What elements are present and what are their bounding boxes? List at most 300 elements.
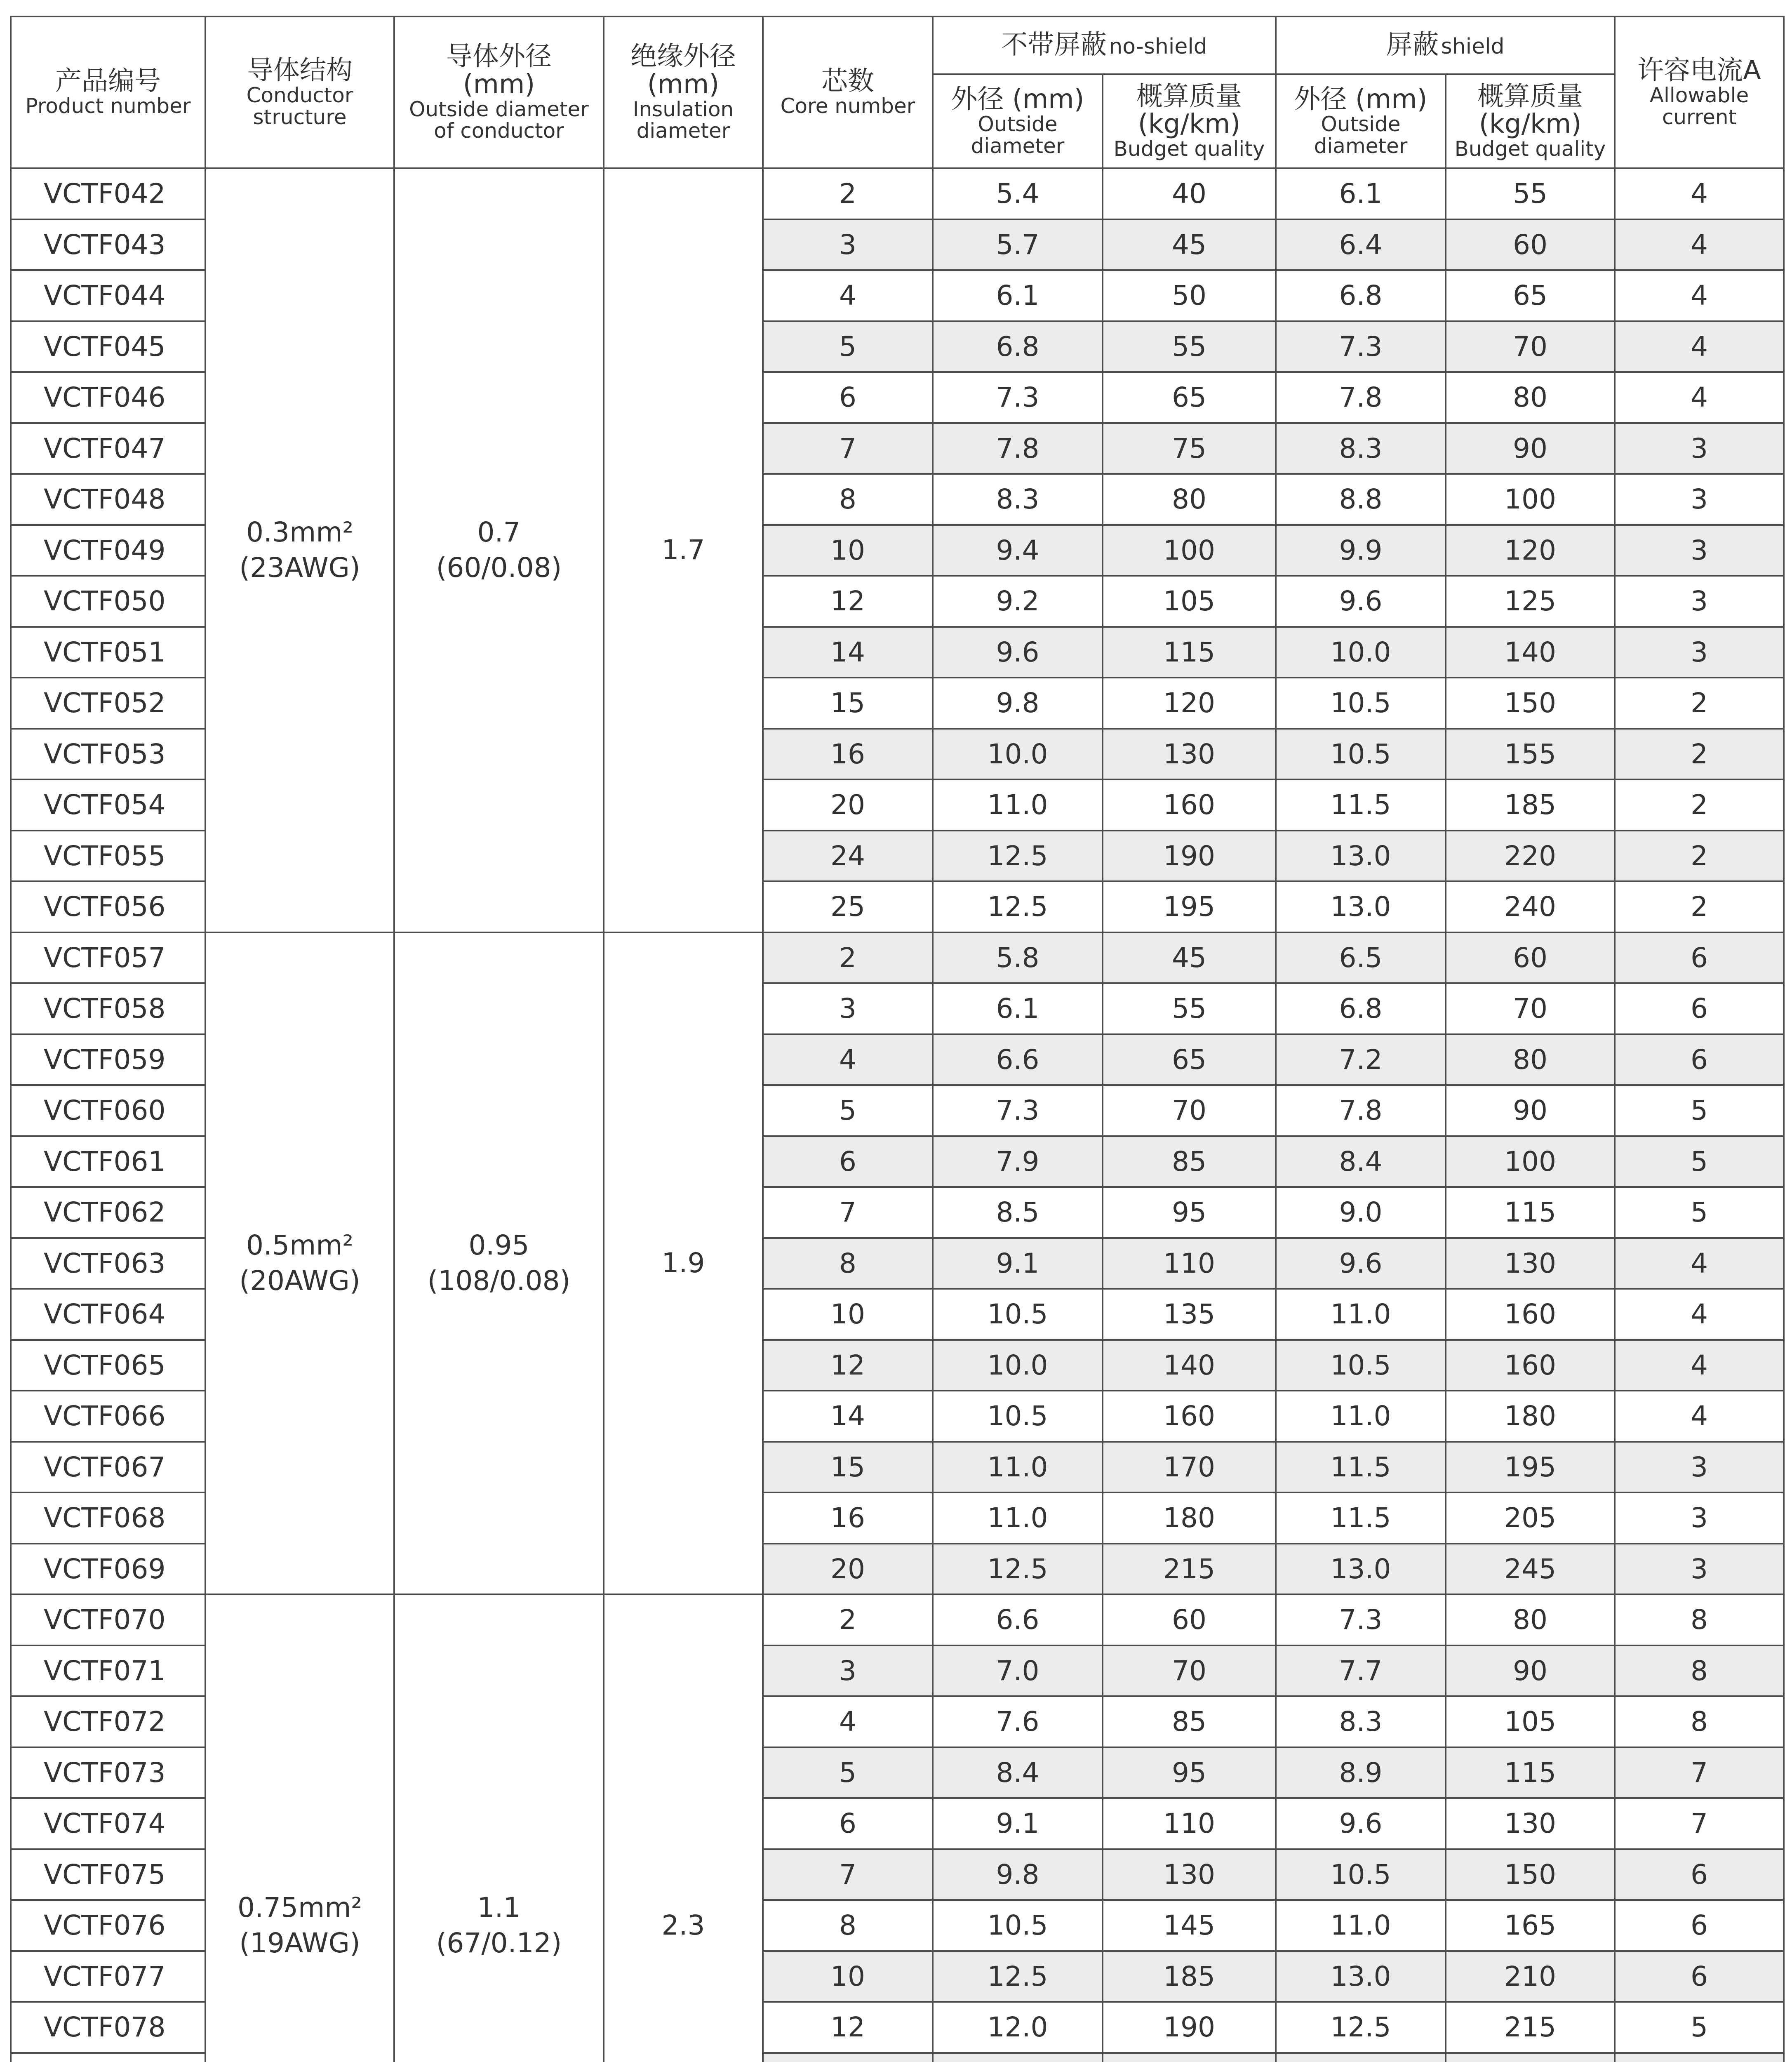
insulation-diameter-cell: 1.7 [604,168,763,932]
table-header [11,16,1784,168]
allowable-current-cell: 6 [1615,1034,1784,1085]
product-number-cell: VCTF051 [11,627,205,678]
allowable-current-cell: 7 [1615,1747,1784,1798]
table-row [11,1594,1784,1645]
no-shield-diameter-cell: 6.6 [933,1034,1103,1085]
core-number-cell: 10 [763,1951,933,2002]
core-number-cell: 3 [763,1645,933,1697]
no-shield-mass-cell: 65 [1103,372,1276,423]
conductor-structure-cell [205,932,394,1595]
header-shield-budget-quality: 概算质量 (kg/km) Budget quality [1446,74,1615,168]
no-shield-mass-cell: 135 [1103,1289,1276,1340]
core-number-cell: 7 [763,1187,933,1238]
no-shield-mass-cell: 45 [1103,932,1276,984]
no-shield-diameter-cell: 9.1 [933,1798,1103,1849]
shield-diameter-cell: 11.0 [1276,1391,1446,1442]
no-shield-diameter-cell: 8.5 [933,1187,1103,1238]
product-number-cell: VCTF047 [11,423,205,474]
core-number-cell: 8 [763,1900,933,1951]
conductor-outside-diameter-cell [394,1594,604,2062]
product-number-cell: VCTF054 [11,779,205,831]
shield-diameter-cell: 6.1 [1276,168,1446,219]
no-shield-diameter-cell: 5.4 [933,168,1103,219]
shield-mass-cell: 90 [1446,1085,1615,1136]
product-number-cell: VCTF049 [11,525,205,576]
no-shield-mass-cell: 110 [1103,1798,1276,1849]
shield-diameter-cell: 6.4 [1276,219,1446,271]
no-shield-diameter-cell: 10.0 [933,1340,1103,1391]
product-number-cell: VCTF064 [11,1289,205,1340]
shield-mass-cell: 130 [1446,1238,1615,1289]
shield-diameter-cell: 7.2 [1276,1034,1446,1085]
shield-mass-cell: 215 [1446,2002,1615,2053]
allowable-current-cell: 8 [1615,1696,1784,1747]
allowable-current-cell: 3 [1615,576,1784,627]
no-shield-diameter-cell: 6.8 [933,321,1103,372]
allowable-current-cell: 4 [1615,321,1784,372]
no-shield-mass-cell: 160 [1103,1391,1276,1442]
no-shield-mass-cell: 185 [1103,1951,1276,2002]
no-shield-diameter-cell: 7.8 [933,423,1103,474]
allowable-current-cell: 5 [1615,1187,1784,1238]
conductor-od-value: 1.1 [477,1891,521,1923]
product-number-cell: VCTF067 [11,1442,205,1493]
core-number-cell: 12 [763,576,933,627]
conductor-outside-diameter-cell [394,932,604,1595]
shield-diameter-cell: 9.9 [1276,525,1446,576]
allowable-current-cell: 4 [1615,1238,1784,1289]
product-number-cell: VCTF042 [11,168,205,219]
shield-mass-cell: 240 [1446,881,1615,932]
shield-diameter-cell: 9.0 [1276,1187,1446,1238]
allowable-current-cell: 4 [1615,168,1784,219]
product-number-cell: VCTF043 [11,219,205,271]
no-shield-mass-cell [1103,2053,1276,2062]
vctf-spec-table [10,16,1785,2062]
product-number-cell: VCTF076 [11,1900,205,1951]
no-shield-mass-cell: 65 [1103,1034,1276,1085]
shield-mass-cell: 205 [1446,1492,1615,1544]
shield-diameter-cell: 13.0 [1276,831,1446,882]
shield-diameter-cell: 12.5 [1276,2002,1446,2053]
core-number-cell: 10 [763,525,933,576]
header-allowable-current: 许容电流A Allowable current [1615,16,1784,168]
shield-diameter-cell: 7.8 [1276,372,1446,423]
product-number-cell: VCTF061 [11,1136,205,1187]
no-shield-diameter-cell: 8.4 [933,1747,1103,1798]
shield-mass-cell: 105 [1446,1696,1615,1747]
core-number-cell: 7 [763,423,933,474]
allowable-current-cell: 4 [1615,270,1784,321]
no-shield-mass-cell: 130 [1103,729,1276,780]
product-number-cell: VCTF073 [11,1747,205,1798]
product-number-cell: VCTF078 [11,2002,205,2053]
no-shield-mass-cell: 85 [1103,1696,1276,1747]
core-number-cell: 10 [763,1289,933,1340]
product-number-cell: VCTF069 [11,1544,205,1595]
core-number-cell: 4 [763,1034,933,1085]
shield-diameter-cell: 9.6 [1276,1238,1446,1289]
no-shield-diameter-cell: 9.2 [933,576,1103,627]
shield-mass-cell: 160 [1446,1289,1615,1340]
conductor-size: 0.5mm² [246,1229,353,1262]
shield-mass-cell: 90 [1446,1645,1615,1697]
shield-mass-cell: 210 [1446,1951,1615,2002]
core-number-cell: 16 [763,729,933,780]
shield-diameter-cell: 10.5 [1276,678,1446,729]
no-shield-mass-cell: 75 [1103,423,1276,474]
product-number-cell: VCTF066 [11,1391,205,1442]
core-number-cell: 5 [763,1747,933,1798]
core-number-cell: 16 [763,1492,933,1544]
core-number-cell: 12 [763,2002,933,2053]
allowable-current-cell: 5 [1615,1136,1784,1187]
allowable-current-cell: 2 [1615,881,1784,932]
core-number-cell: 2 [763,932,933,984]
no-shield-diameter-cell: 9.8 [933,678,1103,729]
shield-diameter-cell: 8.4 [1276,1136,1446,1187]
core-number-cell: 8 [763,1238,933,1289]
shield-mass-cell: 80 [1446,372,1615,423]
core-number-cell [763,2053,933,2062]
conductor-structure-cell [205,1594,394,2062]
shield-diameter-cell: 10.5 [1276,1849,1446,1900]
conductor-outside-diameter-cell [394,168,604,932]
shield-diameter-cell: 10.5 [1276,729,1446,780]
product-number-cell: VCTF055 [11,831,205,882]
shield-mass-cell: 140 [1446,627,1615,678]
no-shield-mass-cell: 80 [1103,474,1276,525]
product-number-cell: VCTF070 [11,1594,205,1645]
header-no-shield: 不带屏蔽 no-shield [933,16,1276,74]
allowable-current-cell: 3 [1615,1492,1784,1544]
no-shield-mass-cell: 85 [1103,1136,1276,1187]
no-shield-mass-cell: 60 [1103,1594,1276,1645]
allowable-current-cell: 8 [1615,1594,1784,1645]
table-body [11,168,1784,2062]
conductor-awg: (19AWG) [239,1927,360,1959]
core-number-cell: 15 [763,1442,933,1493]
no-shield-mass-cell: 40 [1103,168,1276,219]
core-number-cell: 14 [763,1391,933,1442]
no-shield-mass-cell: 70 [1103,1085,1276,1136]
no-shield-mass-cell: 215 [1103,1544,1276,1595]
shield-diameter-cell: 9.6 [1276,576,1446,627]
no-shield-mass-cell: 195 [1103,881,1276,932]
shield-mass-cell: 195 [1446,1442,1615,1493]
table-row [11,932,1784,984]
core-number-cell: 8 [763,474,933,525]
no-shield-mass-cell: 95 [1103,1747,1276,1798]
shield-diameter-cell: 11.0 [1276,1900,1446,1951]
core-number-cell: 12 [763,1340,933,1391]
shield-diameter-cell: 7.3 [1276,321,1446,372]
no-shield-diameter-cell: 9.8 [933,1849,1103,1900]
allowable-current-cell: 3 [1615,525,1784,576]
shield-diameter-cell: 7.3 [1276,1594,1446,1645]
allowable-current-cell: 6 [1615,1849,1784,1900]
no-shield-diameter-cell: 7.3 [933,372,1103,423]
shield-mass-cell: 130 [1446,1798,1615,1849]
shield-diameter-cell: 9.6 [1276,1798,1446,1849]
no-shield-diameter-cell [933,2053,1103,2062]
header-shield-outer-diameter: 外径 (mm) Outside diameter [1276,74,1446,168]
conductor-od-value: 0.95 [468,1229,529,1262]
shield-diameter-cell: 8.9 [1276,1747,1446,1798]
product-number-cell: VCTF075 [11,1849,205,1900]
shield-diameter-cell: 11.5 [1276,1442,1446,1493]
shield-mass-cell: 65 [1446,270,1615,321]
shield-mass-cell: 125 [1446,576,1615,627]
shield-mass-cell: 160 [1446,1340,1615,1391]
product-number-cell: VCTF052 [11,678,205,729]
allowable-current-cell: 3 [1615,627,1784,678]
header-no-shield-budget-quality: 概算质量 (kg/km) Budget quality [1103,74,1276,168]
allowable-current-cell: 5 [1615,2002,1784,2053]
no-shield-diameter-cell: 7.3 [933,1085,1103,1136]
no-shield-mass-cell: 95 [1103,1187,1276,1238]
product-number-cell: VCTF065 [11,1340,205,1391]
no-shield-mass-cell: 55 [1103,321,1276,372]
shield-mass-cell: 60 [1446,219,1615,271]
shield-mass-cell: 70 [1446,321,1615,372]
core-number-cell: 24 [763,831,933,882]
allowable-current-cell: 4 [1615,372,1784,423]
shield-mass-cell: 70 [1446,983,1615,1034]
allowable-current-cell: 6 [1615,1951,1784,2002]
no-shield-diameter-cell: 6.1 [933,270,1103,321]
core-number-cell: 4 [763,270,933,321]
no-shield-mass-cell: 130 [1103,1849,1276,1900]
product-number-cell: VCTF077 [11,1951,205,2002]
no-shield-diameter-cell: 6.6 [933,1594,1103,1645]
table-row [11,168,1784,219]
product-number-cell: VCTF050 [11,576,205,627]
allowable-current-cell: 7 [1615,1798,1784,1849]
no-shield-mass-cell: 160 [1103,779,1276,831]
no-shield-diameter-cell: 12.5 [933,831,1103,882]
no-shield-diameter-cell: 9.4 [933,525,1103,576]
product-number-cell: VCTF068 [11,1492,205,1544]
product-number-cell: VCTF058 [11,983,205,1034]
no-shield-mass-cell: 70 [1103,1645,1276,1697]
no-shield-diameter-cell: 6.1 [933,983,1103,1034]
allowable-current-cell: 4 [1615,1289,1784,1340]
shield-mass-cell: 165 [1446,1900,1615,1951]
core-number-cell: 2 [763,1594,933,1645]
no-shield-diameter-cell: 5.8 [933,932,1103,984]
no-shield-diameter-cell: 10.5 [933,1900,1103,1951]
allowable-current-cell: 6 [1615,1900,1784,1951]
shield-diameter-cell: 7.8 [1276,1085,1446,1136]
conductor-awg: (20AWG) [239,1265,360,1297]
shield-mass-cell: 155 [1446,729,1615,780]
core-number-cell: 3 [763,219,933,271]
core-number-cell: 7 [763,1849,933,1900]
header-product-number: 产品编号 Product number [11,16,205,168]
allowable-current-cell: 5 [1615,1085,1784,1136]
shield-mass-cell: 80 [1446,1034,1615,1085]
shield-mass-cell: 55 [1446,168,1615,219]
shield-mass-cell: 90 [1446,423,1615,474]
no-shield-diameter-cell: 10.0 [933,729,1103,780]
shield-mass-cell: 120 [1446,525,1615,576]
header-conductor-outside-diameter: 导体外径 (mm) Outside diameter of conductor [394,16,604,168]
shield-mass-cell: 115 [1446,1187,1615,1238]
product-number-cell: VCTF060 [11,1085,205,1136]
shield-mass-cell: 60 [1446,932,1615,984]
core-number-cell: 6 [763,1798,933,1849]
no-shield-mass-cell: 180 [1103,1492,1276,1544]
conductor-od-detail: (67/0.12) [436,1927,562,1959]
allowable-current-cell: 4 [1615,1340,1784,1391]
header-core-number: 芯数 Core number [763,16,933,168]
no-shield-diameter-cell: 8.3 [933,474,1103,525]
core-number-cell: 14 [763,627,933,678]
insulation-diameter-cell: 2.3 [604,1594,763,2062]
product-number-cell: VCTF044 [11,270,205,321]
core-number-cell: 2 [763,168,933,219]
core-number-cell: 6 [763,372,933,423]
no-shield-diameter-cell: 5.7 [933,219,1103,271]
product-number-cell [11,2053,205,2062]
shield-diameter-cell: 10.0 [1276,627,1446,678]
product-number-cell: VCTF062 [11,1187,205,1238]
shield-diameter-cell: 6.8 [1276,270,1446,321]
shield-mass-cell: 150 [1446,1849,1615,1900]
product-number-cell: VCTF056 [11,881,205,932]
allowable-current-cell: 6 [1615,932,1784,984]
shield-mass-cell: 100 [1446,1136,1615,1187]
product-number-cell: VCTF071 [11,1645,205,1697]
no-shield-diameter-cell: 7.0 [933,1645,1103,1697]
allowable-current-cell: 2 [1615,729,1784,780]
no-shield-diameter-cell: 12.5 [933,1951,1103,2002]
header-no-shield-outer-diameter: 外径 (mm) Outside diameter [933,74,1103,168]
conductor-size: 0.75mm² [238,1891,362,1923]
header-conductor-structure: 导体结构 Conductor structure [205,16,394,168]
allowable-current-cell: 4 [1615,1391,1784,1442]
shield-diameter-cell [1276,2053,1446,2062]
shield-diameter-cell: 6.5 [1276,932,1446,984]
product-number-cell: VCTF059 [11,1034,205,1085]
core-number-cell: 4 [763,1696,933,1747]
conductor-structure-cell [205,168,394,932]
core-number-cell: 3 [763,983,933,1034]
allowable-current-cell: 3 [1615,423,1784,474]
no-shield-diameter-cell: 9.1 [933,1238,1103,1289]
no-shield-diameter-cell: 10.5 [933,1289,1103,1340]
header-shield: 屏蔽 shield [1276,16,1615,74]
no-shield-diameter-cell: 12.5 [933,881,1103,932]
no-shield-mass-cell: 140 [1103,1340,1276,1391]
no-shield-mass-cell: 145 [1103,1900,1276,1951]
shield-diameter-cell: 13.0 [1276,1951,1446,2002]
conductor-size: 0.3mm² [246,516,353,548]
header-insulation-diameter: 绝缘外径 (mm) Insulation diameter [604,16,763,168]
conductor-awg: (23AWG) [239,552,360,584]
product-number-cell: VCTF048 [11,474,205,525]
conductor-od-value: 0.7 [477,516,521,548]
shield-diameter-cell: 11.5 [1276,779,1446,831]
no-shield-mass-cell: 190 [1103,2002,1276,2053]
shield-mass-cell: 185 [1446,779,1615,831]
shield-diameter-cell: 8.3 [1276,1696,1446,1747]
allowable-current-cell: 2 [1615,678,1784,729]
no-shield-mass-cell: 190 [1103,831,1276,882]
no-shield-diameter-cell: 7.6 [933,1696,1103,1747]
shield-mass-cell [1446,2053,1615,2062]
product-number-cell: VCTF046 [11,372,205,423]
conductor-od-detail: (60/0.08) [436,552,562,584]
no-shield-diameter-cell: 9.6 [933,627,1103,678]
shield-mass-cell: 115 [1446,1747,1615,1798]
no-shield-mass-cell: 170 [1103,1442,1276,1493]
core-number-cell: 5 [763,321,933,372]
no-shield-mass-cell: 105 [1103,576,1276,627]
product-number-cell: VCTF063 [11,1238,205,1289]
core-number-cell: 5 [763,1085,933,1136]
shield-mass-cell: 80 [1446,1594,1615,1645]
no-shield-diameter-cell: 7.9 [933,1136,1103,1187]
no-shield-mass-cell: 115 [1103,627,1276,678]
no-shield-diameter-cell: 11.0 [933,779,1103,831]
allowable-current-cell: 8 [1615,1645,1784,1697]
shield-diameter-cell: 11.0 [1276,1289,1446,1340]
no-shield-mass-cell: 45 [1103,219,1276,271]
product-number-cell: VCTF074 [11,1798,205,1849]
allowable-current-cell: 3 [1615,474,1784,525]
shield-mass-cell: 100 [1446,474,1615,525]
core-number-cell: 15 [763,678,933,729]
no-shield-mass-cell: 110 [1103,1238,1276,1289]
product-number-cell: VCTF045 [11,321,205,372]
no-shield-diameter-cell: 11.0 [933,1442,1103,1493]
no-shield-mass-cell: 100 [1103,525,1276,576]
shield-diameter-cell: 11.5 [1276,1492,1446,1544]
no-shield-mass-cell: 120 [1103,678,1276,729]
core-number-cell: 6 [763,1136,933,1187]
allowable-current-cell: 3 [1615,1544,1784,1595]
core-number-cell: 20 [763,779,933,831]
allowable-current-cell [1615,2053,1784,2062]
allowable-current-cell: 6 [1615,983,1784,1034]
no-shield-mass-cell: 50 [1103,270,1276,321]
shield-mass-cell: 245 [1446,1544,1615,1595]
no-shield-diameter-cell: 12.5 [933,1544,1103,1595]
no-shield-diameter-cell: 12.0 [933,2002,1103,2053]
product-number-cell: VCTF072 [11,1696,205,1747]
no-shield-diameter-cell: 10.5 [933,1391,1103,1442]
shield-mass-cell: 220 [1446,831,1615,882]
shield-diameter-cell: 7.7 [1276,1645,1446,1697]
core-number-cell: 25 [763,881,933,932]
no-shield-mass-cell: 55 [1103,983,1276,1034]
allowable-current-cell: 2 [1615,831,1784,882]
product-number-cell: VCTF057 [11,932,205,984]
no-shield-diameter-cell: 11.0 [933,1492,1103,1544]
allowable-current-cell: 3 [1615,1442,1784,1493]
shield-mass-cell: 150 [1446,678,1615,729]
shield-diameter-cell: 13.0 [1276,1544,1446,1595]
shield-diameter-cell: 8.3 [1276,423,1446,474]
cable-spec-sheet [10,16,1783,2062]
allowable-current-cell: 4 [1615,219,1784,271]
product-number-cell: VCTF053 [11,729,205,780]
conductor-od-detail: (108/0.08) [427,1265,571,1297]
shield-diameter-cell: 10.5 [1276,1340,1446,1391]
shield-mass-cell: 180 [1446,1391,1615,1442]
